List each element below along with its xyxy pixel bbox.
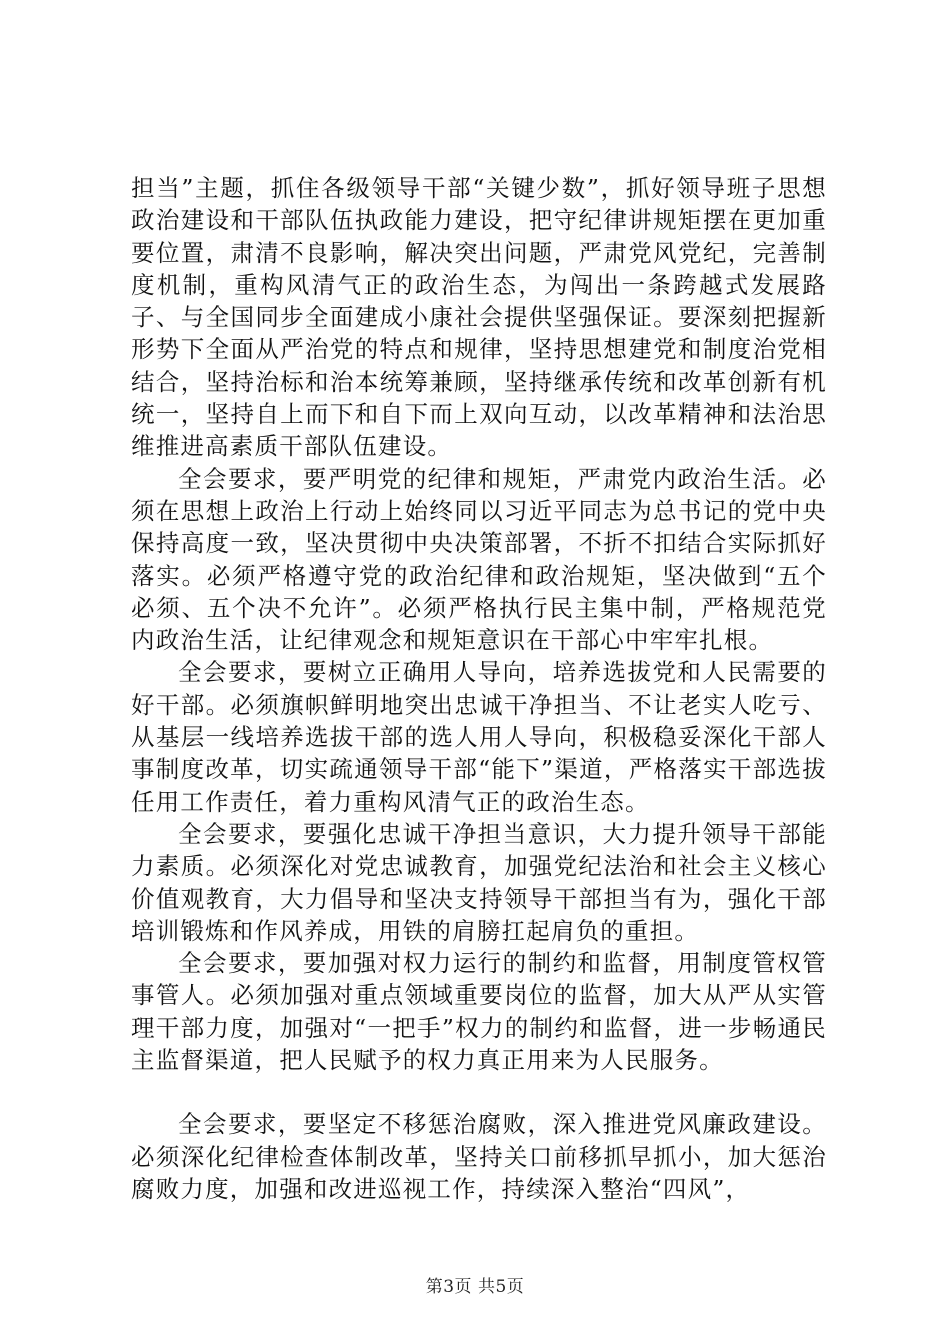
paragraph-party-discipline: 全会要求，要严明党的纪律和规矩，严肃党内政治生活。必须在思想上政治上行动上始终同以习近平同志为总书记的党中央保持高度一致，坚决贯彻中央决策部署，不折不扣结合实际抓好落实。必须严格遵守党的政治纪律和政治规矩，坚决做到“五个必须、五个决不允许”。必须严格执行民主集中制，严格规范党内政治生活，让纪律观念和规矩意识在干部心中牢牢扎根。	[131, 464, 827, 655]
document-body	[131, 172, 827, 1205]
paragraph-power-supervision: 全会要求，要加强对权力运行的制约和监督，用制度管权管事管人。必须加强对重点领域重要岗位的监督，加大从严从实管理干部力度，加强对“一把手”权力的制约和监督，进一步畅通民主监督渠道，把人民赋予的权力真正用来为人民服务。	[131, 949, 827, 1075]
paragraph-anti-corruption: 全会要求，要坚定不移惩治腐败，深入推进党风廉政建设。必须深化纪律检查体制改革，坚持关口前移抓早抓小，加大惩治腐败力度，加强和改进巡视工作，持续深入整治“四风”，	[131, 1110, 827, 1203]
paragraph-personnel-guidance: 全会要求，要树立正确用人导向，培养选拔党和人民需要的好干部。必须旗帜鲜明地突出忠诚干净担当、不让老实人吃亏、从基层一线培养选拔干部的选人用人导向，积极稳妥深化干部人事制度改革，切实疏通领导干部“能下”渠道，严格落实干部选拔任用工作责任，着力重构风清气正的政治生态。	[131, 658, 827, 816]
page-footer: 第3页 共5页	[425, 1277, 525, 1297]
paragraph-cadre-ability: 全会要求，要强化忠诚干净担当意识，大力提升领导干部能力素质。必须深化对党忠诚教育，加强党纪法治和社会主义核心价值观教育，大力倡导和坚决支持领导干部担当有为，强化干部培训锻炼和作风养成，用铁的肩膀扛起肩负的重担。	[131, 819, 827, 945]
paragraph-continued: 担当”主题，抓住各级领导干部“关键少数”，抓好领导班子思想政治建设和干部队伍执政能力建设，把守纪律讲规矩摆在更加重要位置，肃清不良影响，解决突出问题，严肃党风党纪，完善制度机制，重构风清气正的政治生态，为闯出一条跨越式发展路子、与全国同步全面建成小康社会提供坚强保证。要深刻把握新形势下全面从严治党的特点和规律，坚持思想建党和制度治党相结合，坚持治标和治本统筹兼顾，坚持继承传统和改革创新有机统一，坚持自上而下和自下而上双向互动，以改革精神和法治思维推进高素质干部队伍建设。	[131, 174, 827, 461]
